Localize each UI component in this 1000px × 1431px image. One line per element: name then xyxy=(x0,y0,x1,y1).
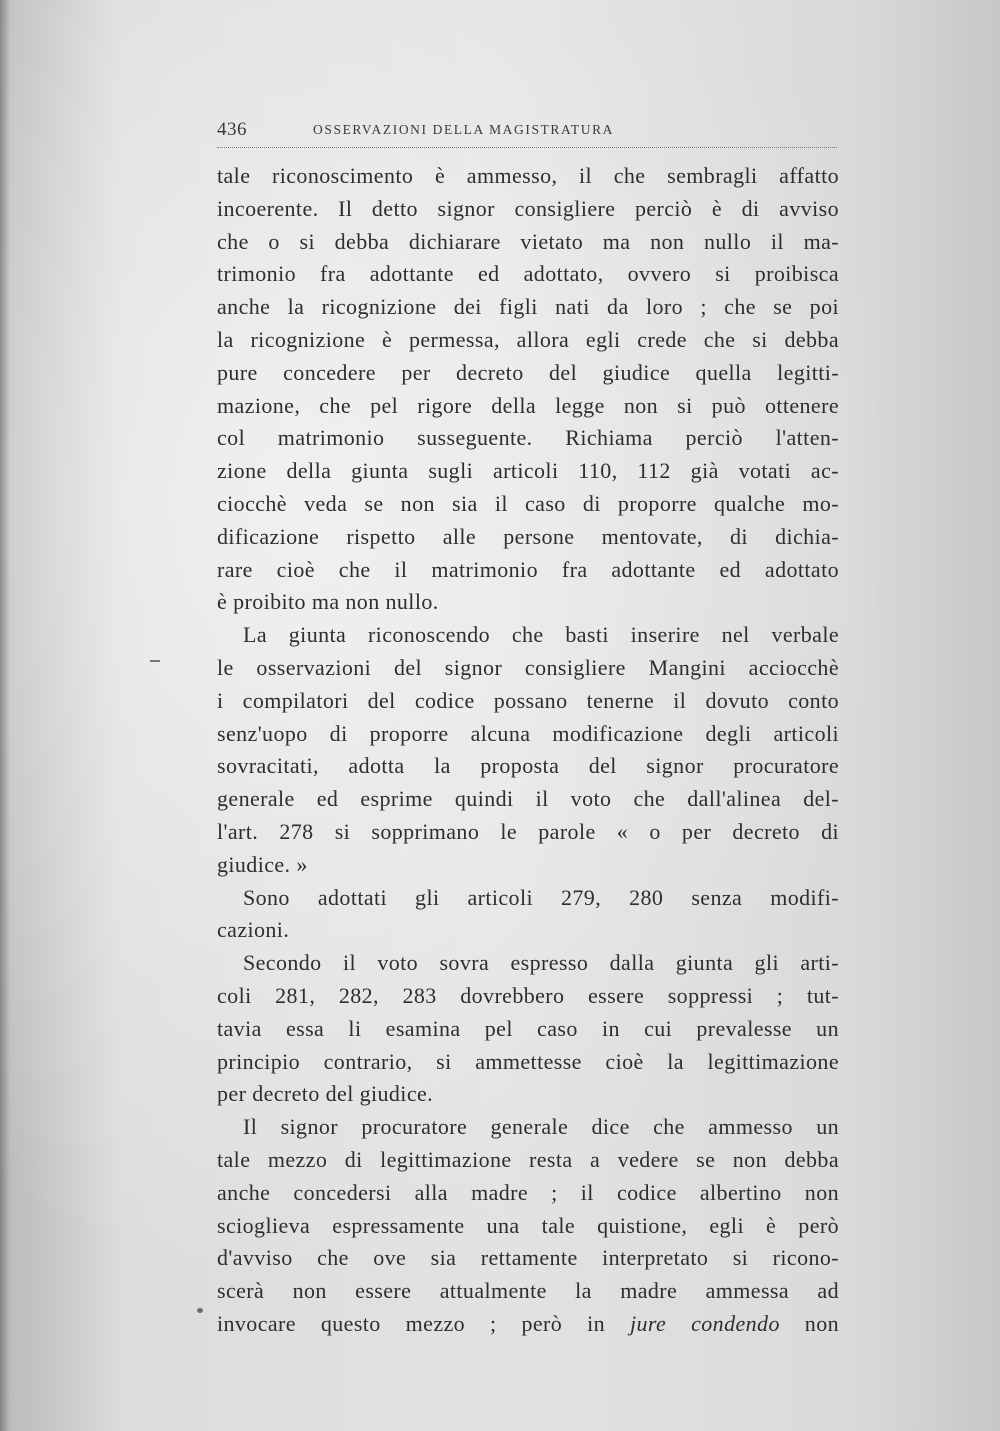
text-line: la ricognizione è permessa, allora egli crede che si debba xyxy=(217,326,839,352)
text-line: anche la ricognizione dei figli nati da loro ; che se poi xyxy=(217,294,839,320)
text-line: trimonio fra adottante ed adottato, ovvero si proibisca xyxy=(217,261,839,287)
text-line: coli 281, 282, 283 dovrebbero essere soppressi ; tut- xyxy=(217,982,839,1008)
text-line: i compilatori del codice possano tenerne il dovuto conto xyxy=(217,687,839,713)
text-line: l'art. 278 si sopprimano le parole « o per decreto di xyxy=(217,818,839,844)
text-line: per decreto del giudice. xyxy=(217,1081,434,1107)
text-line: col matrimonio susseguente. Richiama perciò l'atten- xyxy=(217,425,839,451)
text-line: senz'uopo di proporre alcuna modificazione degli articoli xyxy=(217,720,839,746)
text-line: scioglieva espressamente una tale quistione, egli è però xyxy=(217,1212,839,1238)
text-line: tavia essa li esamina pel caso in cui prevalesse un xyxy=(217,1015,839,1041)
page-number: 436 xyxy=(217,119,247,140)
text-line: scerà non essere attualmente la madre ammessa ad xyxy=(217,1278,839,1304)
text-line: incoerente. Il detto signor consigliere perciò è di avviso xyxy=(217,195,839,221)
text-line: pure concedere per decreto del giudice quella legitti- xyxy=(217,359,839,385)
header-rule xyxy=(217,147,837,148)
text-line: zione della giunta sugli articoli 110, 112 già votati ac- xyxy=(217,458,839,484)
text-line: La giunta riconoscendo che basti inserire nel verbale xyxy=(243,622,839,648)
line-text: invocare questo mezzo ; però in xyxy=(217,1310,630,1336)
text-line: principio contrario, si ammettesse cioè la legittimazione xyxy=(217,1048,839,1074)
text-line: le osservazioni del signor consigliere Mangini acciocchè xyxy=(217,654,839,680)
italic-phrase: jure condendo xyxy=(629,1310,780,1336)
text-line: Secondo il voto sovra espresso dalla giunta gli arti- xyxy=(243,950,839,976)
text-line: generale ed esprime quindi il voto che dall'alinea del- xyxy=(217,786,839,812)
text-line: giudice. » xyxy=(217,851,308,877)
text-line: sovracitati, adotta la proposta del signor procuratore xyxy=(217,753,839,779)
body-text xyxy=(217,160,839,1341)
text-line: Sono adottati gli articoli 279, 280 senza modifi- xyxy=(243,884,839,910)
running-head xyxy=(217,119,837,143)
text-line: cazioni. xyxy=(217,917,290,943)
line-text: non xyxy=(779,1310,840,1336)
text-line: è proibito ma non nullo. xyxy=(217,589,439,615)
running-title: OSSERVAZIONI DELLA MAGISTRATURA xyxy=(313,122,615,137)
text-line: rare cioè che il matrimonio fra adottante ed adottato xyxy=(217,556,839,582)
text-line-with-italic xyxy=(217,1308,839,1341)
text-line: Il signor procuratore generale dice che ammesso un xyxy=(243,1114,839,1140)
text-line: ciocchè veda se non sia il caso di proporre qualche mo- xyxy=(217,490,839,516)
text-line: tale riconoscimento è ammesso, il che sembragli affatto xyxy=(217,163,839,188)
text-line: che o si debba dichiarare vietato ma non nullo il ma- xyxy=(217,228,839,254)
text-line: d'avviso che ove sia rettamente interpretato si ricono- xyxy=(217,1245,839,1271)
text-line: tale mezzo di legittimazione resta a vedere se non debba xyxy=(217,1146,839,1172)
text-line: anche concedersi alla madre ; il codice albertino non xyxy=(217,1179,839,1205)
text-line: mazione, che pel rigore della legge non si può ottenere xyxy=(217,392,839,418)
text-line: dificazione rispetto alle persone mentovate, di dichia- xyxy=(217,523,839,549)
